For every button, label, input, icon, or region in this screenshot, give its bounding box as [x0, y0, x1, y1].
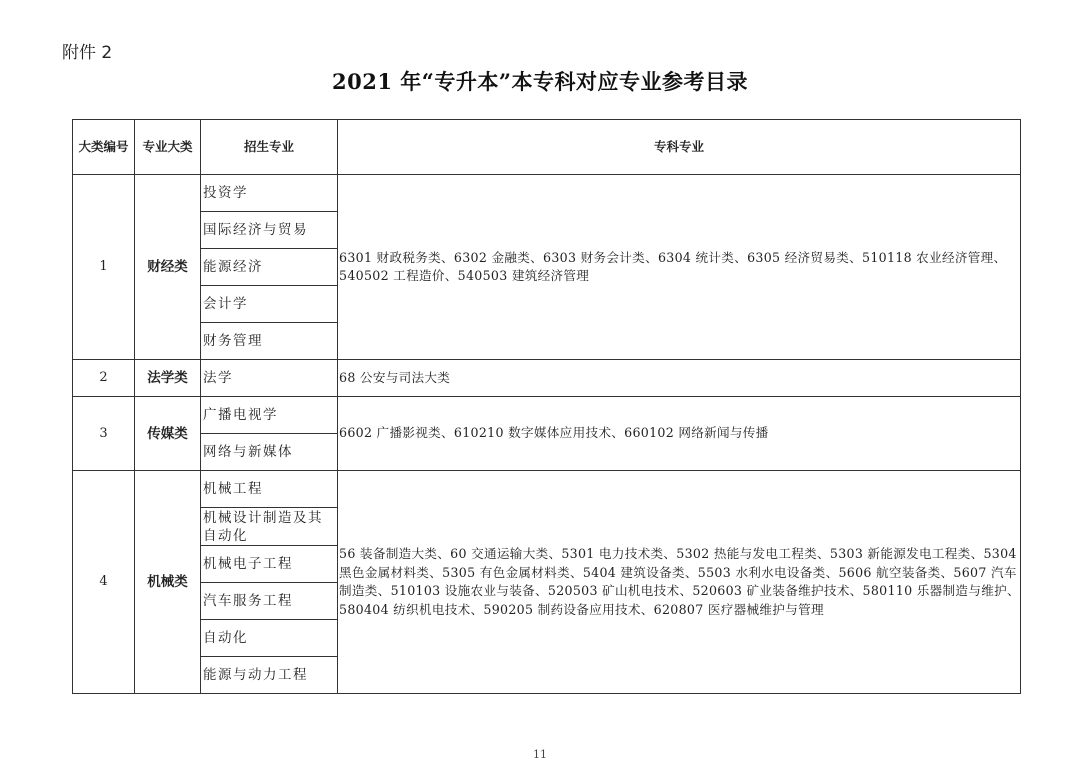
page-number: 11 [533, 748, 547, 761]
group-category: 机械类 [135, 471, 201, 694]
group-category: 法学类 [135, 360, 201, 397]
col-header-major: 招生专业 [201, 120, 338, 175]
group-category: 传媒类 [135, 397, 201, 471]
major-cell: 汽车服务工程 [201, 583, 338, 620]
specialty-cell: 6301 财政税务类、6302 金融类、6303 财务会计类、6304 统计类、6305 经济贸易类、510118 农业经济管理、540502 工程造价、540503 建筑经济管理 [338, 175, 1021, 360]
specialty-cell: 56 装备制造大类、60 交通运输大类、5301 电力技术类、5302 热能与发电工程类、5303 新能源发电工程类、5304 黑色金属材料类、5305 有色金属材料类、5404 建筑设备类、5503 水利水电设备类、5606 航空装备类、5607 汽车制造类、510103 设施农业与装备、520503 矿山机电技术、520603 矿业装备维护技术、580110 乐器制造与维护、580404 纺织机电技术、590205 制药设备应用技术、620807 医疗器械维护与管理 [338, 471, 1021, 694]
major-cell: 机械设计制造及其自动化 [201, 508, 338, 546]
table-header-row [73, 120, 1021, 175]
major-cell: 机械电子工程 [201, 546, 338, 583]
group-id: 2 [73, 360, 135, 397]
major-cell: 广播电视学 [201, 397, 338, 434]
major-cell: 投资学 [201, 175, 338, 212]
group-id: 1 [73, 175, 135, 360]
group-id: 4 [73, 471, 135, 694]
major-cell: 法学 [201, 360, 338, 397]
specialty-cell: 6602 广播影视类、610210 数字媒体应用技术、660102 网络新闻与传播 [338, 397, 1021, 471]
group-id: 3 [73, 397, 135, 471]
specialty-cell: 68 公安与司法大类 [338, 360, 1021, 397]
group-category: 财经类 [135, 175, 201, 360]
major-cell: 能源经济 [201, 249, 338, 286]
major-cell: 机械工程 [201, 471, 338, 508]
col-header-category: 专业大类 [135, 120, 201, 175]
attachment-label: 附件 2 [62, 43, 113, 63]
major-cell: 财务管理 [201, 323, 338, 360]
table-row [73, 175, 1021, 212]
major-mapping-table [72, 119, 1021, 694]
major-cell: 能源与动力工程 [201, 657, 338, 694]
col-header-id: 大类编号 [73, 120, 135, 175]
major-cell: 自动化 [201, 620, 338, 657]
major-cell: 网络与新媒体 [201, 434, 338, 471]
major-cell: 国际经济与贸易 [201, 212, 338, 249]
major-cell: 会计学 [201, 286, 338, 323]
table-row [73, 360, 1021, 397]
table-row [73, 471, 1021, 508]
table-row [73, 397, 1021, 434]
document-title: 2021 年“专升本”本专科对应专业参考目录 [332, 69, 748, 94]
col-header-specialty: 专科专业 [338, 120, 1021, 175]
